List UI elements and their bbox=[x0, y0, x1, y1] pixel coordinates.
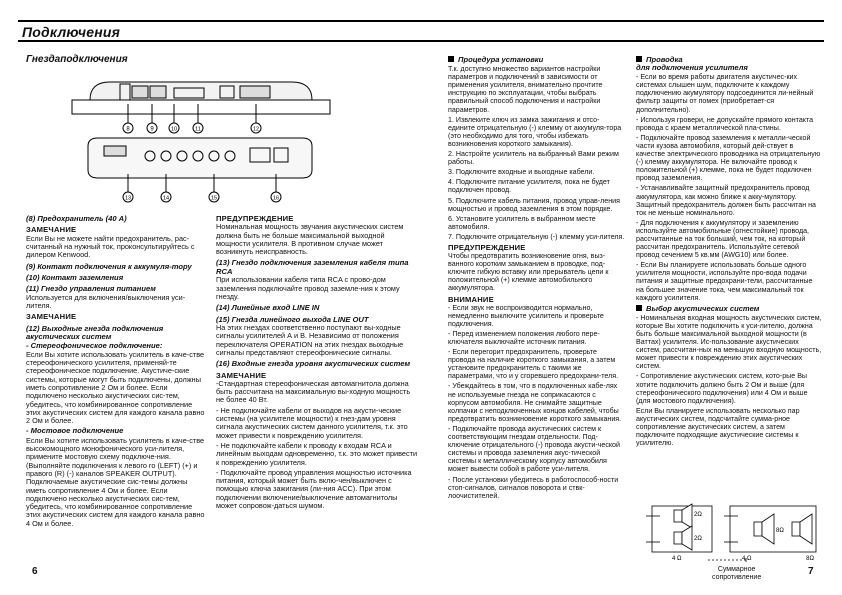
middle-note-title: ЗАМЕЧАНИЕ bbox=[216, 370, 267, 380]
callout-bottom-14 bbox=[161, 192, 171, 202]
item-line-out-title: (15) Гнезда линейного выхода LINE OUT bbox=[216, 314, 369, 324]
attention-item-5: - Подключайте провода акустических систем к соответствующим гнездам отдельности. Под-ключение отрицательного (-) провода акусти-ческой системы и провода заземления акус-тической системы к металлическому корпусу автомобиля может вывести собой в работе уси-лителя. bbox=[448, 424, 620, 474]
wiring-title: Проводка для подключения усилителя bbox=[636, 55, 748, 73]
square-bullet-icon bbox=[448, 56, 454, 62]
item-power-control-text: Используется для включения/выключения уси-лителя. bbox=[26, 292, 186, 311]
item-speaker-in-title: (16) Входные гнезда уровня акустических систем bbox=[216, 359, 411, 369]
callout-bottom-13 bbox=[123, 192, 133, 202]
callout-bottom-15 bbox=[209, 192, 219, 202]
item-power-control-title: (11) Гнездо управления питанием bbox=[26, 284, 156, 294]
item-fuse-label: ЗАМЕЧАНИЕ bbox=[26, 225, 77, 235]
right-warning-title: ПРЕДУПРЕЖДЕНИЕ bbox=[448, 242, 526, 252]
attention-item-1: - Если звук не воспроизводится нормально, немедленно выключите усилитель и проверьте подключения. bbox=[448, 303, 604, 328]
wiring-heading bbox=[636, 56, 822, 72]
square-bullet-icon bbox=[636, 56, 642, 62]
middle-column bbox=[216, 212, 420, 512]
middle-note-1: -Стандартная стереофоническая автомагнитола должна быть рассчитана на максимальную вы-ходную мощность не более 40 Вт. bbox=[216, 378, 411, 405]
page-title: Подключения bbox=[22, 24, 121, 40]
bridge-text: Если Вы хотите использовать усилитель в каче-стве высокомощного монофонического уси-лителя, примените мостовую схему подключе-ния. (Выполняйте подключения к левого го (LEFT) (+) и правого (R) (-) каналов SPEAKER OUTPUT). Подключаемые акустические сис-темы должны иметь сопротивление 4 Ом и более. Если подключено несколько акустических сис-тем, убедитесь, что комбинированное сопротивление этих акустических систем для каждого канала равно 4 Ом и более. bbox=[26, 435, 205, 528]
series-a-ohm: 2Ω bbox=[694, 512, 702, 518]
middle-note-2: - Не подключайте кабели от выходов на акусти-ческие системы (на усилителе мощности) к гнез-дам уровня сигнала акустических систем данного усилителя, т.к. это может привести к повреждению усилителя. bbox=[216, 405, 408, 440]
impedance-caption: Суммарное сопротивление bbox=[712, 566, 762, 581]
attention-title: ВНИМАНИЕ bbox=[448, 294, 494, 304]
item-line-in-title: (14) Линейные вход LINE IN bbox=[216, 303, 320, 313]
item-rca-ground-text: При использовании кабеля типа RCA с прово-дом заземления подключайте провод заземле-ния к этому гнезду. bbox=[216, 275, 400, 301]
parallel-total-ohm: 4 Ω bbox=[742, 556, 752, 562]
procedure-step-1: 1. Извлеките ключ из замка зажигания и отсо-едините отрицательную (-) клемму от аккумуля-тора (это необходимо для того, чтобы избежать возникновения короткого замыкания). bbox=[448, 115, 622, 148]
right-column-b bbox=[636, 56, 822, 449]
parallel-b-ohm: 8Ω bbox=[806, 556, 814, 562]
right-column-a bbox=[448, 56, 626, 502]
middle-warning-text: Номинальная мощность звучания акустических систем должна быть не больше максимальной выходной мощности усилителя. В противном случае может возникнуть неисправность. bbox=[216, 222, 404, 257]
svg-text:8: 8 bbox=[126, 126, 130, 133]
series-b-ohm: 2Ω bbox=[694, 536, 702, 542]
amplifier-top-view bbox=[72, 82, 330, 124]
svg-text:10: 10 bbox=[170, 126, 178, 133]
callout-top-12 bbox=[251, 123, 261, 133]
procedure-step-7: 7. Подключите отрицательную (-) клемму уси-лителя. bbox=[448, 232, 625, 241]
callout-top-9 bbox=[147, 123, 157, 133]
wiring-item-1: - Если во время работы двигателя акустичес-ких системах слышен шум, подключите к каждому подключению акумулятору подсоединится ли-нейный фильтр защиты от помех (приобретает-ся дополнительно). bbox=[636, 73, 814, 114]
speakers-item-2: - Сопротивление акустических систем, кото-рые Вы хотите подключить должно быть 2 Ом и выше (для стереофонического подключения) или 4 Ом и выше (для мостового подключения). bbox=[636, 372, 808, 405]
procedure-step-6: 6. Установите усилитель в выбранном месте автомобиля. bbox=[448, 214, 596, 231]
svg-text:14: 14 bbox=[162, 195, 170, 202]
attention-item-2: - Перед изменением положения любого пере-ключателя выключайте источник питания. bbox=[448, 329, 600, 346]
item-speaker-out-title: (12) Выходные гнезда подключения акустических систем bbox=[26, 323, 164, 342]
stereo-text: Если Вы хотите использовать усилитель в каче-стве стереофонического усилителя, применяй-те стереофоническое подключение. Акустиче-ские системы, которые могут быть подключены, должны иметь сопротивление 2 Ом и более. Если подключено несколько акустических сис-тем, убедитесь, что комбинированное сопротивление этих акустических систем для каждого канала равно 2 Ом и более. bbox=[26, 349, 205, 426]
page-number-right: 7 bbox=[808, 566, 814, 577]
callout-bottom-16 bbox=[271, 192, 281, 202]
bridge-subtitle: - Мостовое подключение bbox=[26, 426, 124, 436]
wiring-item-5: - Для подключения к аккумулятору и заземлению используйте автомобильные (огнестойкие) провода, рассчитанные на ток больший, чем ток, на который рассчитан предохранитель. Используйте сетевой провод сечением 5 кв.мм (AWG10) или более. bbox=[636, 218, 810, 260]
item-fuse-title: (8) Предохранитель (40 А) bbox=[26, 214, 127, 223]
amplifier-side-view bbox=[88, 138, 312, 192]
speakers-title: Выбор акустических систем bbox=[646, 303, 760, 313]
page-number-left: 6 bbox=[32, 566, 38, 577]
section-title: Гнездаподключения bbox=[26, 54, 128, 65]
item-battery-title: (9) Контакт подключения к аккумуля-тору bbox=[26, 261, 192, 271]
wiring-item-2: - Используя гровери, не допускайте прямого контакта провода с краем металлической пла-стины. bbox=[636, 115, 814, 132]
item-fuse-text: Если Вы не можете найти предохранитель, рас-считанный на нужный ток, проконсультируйтесь с дилером Kenwood. bbox=[26, 233, 195, 260]
attention-item-3: - Если перегорит предохранитель, проверьте провода на наличие короткого замыкания, а затем установите предохранитель с такими же параметрами, что и у сгоревшего предохрани-теля. bbox=[448, 348, 619, 381]
svg-text:9: 9 bbox=[150, 126, 154, 133]
svg-text:11: 11 bbox=[195, 126, 201, 133]
procedure-step-3: 3. Подключите входные и выходные кабели. bbox=[448, 168, 595, 177]
speakers-item-3: Если Вы планируете использовать несколько пар акустических систем, подсчитайте сумма-рное сопротивление акустических систем, а затем подключите подходящие акустические системы к усилителю. bbox=[636, 406, 800, 448]
wiring-item-3: - Подключайте провод заземления к металли-ческой части кузова автомобиля, который дей-ствует в качестве электрического проводника на отрицательную (-) клемму аккумулятора. Не включайте провод к положительной (+) клемме, пока не будет подключен провод заземления. bbox=[636, 133, 821, 183]
item-ground-title: (10) Контакт заземления bbox=[26, 273, 124, 282]
procedure-step-2: 2. Настройте усилитель на выбранный Вами режим работы. bbox=[448, 150, 619, 167]
amplifier-connection-diagram bbox=[70, 74, 332, 206]
parallel-speakers bbox=[708, 506, 816, 562]
svg-text:12: 12 bbox=[252, 126, 260, 133]
procedure-step-5: 5. Подключите кабель питания, провод управ-ления мощностью и провод заземления в этом порядке. bbox=[448, 196, 620, 213]
wiring-item-6: - Если Вы планируете использовать больше одного усилителя мощности, используйте про-вода подачи питания и защитные предохрани-тели, рассчитанные на большее значение тока, чем максимальный ток каждого усилителя. bbox=[636, 261, 813, 302]
series-speakers bbox=[646, 504, 712, 552]
procedure-intro: Т.к. доступно множество вариантов настройки параметров и подключений в зависимости от применения усилителя, внимательно прочтите инструкцию по эксплуатации, чтобы выбрать правильный способ подключения и настройки параметров. bbox=[448, 65, 603, 114]
middle-note-3: - Не подключайте кабели к проводу к входам RCA и линейным выходам одновременно, т.к. это может привести к повреждению усилителя. bbox=[216, 440, 418, 467]
callout-top-8 bbox=[123, 123, 133, 133]
right-warning-text: Чтобы предотвратить возникновение огня, выз-ванного коротким замыканием в проводке, под-ключите гибкую вставку или прерыватель цепи к положительной (+) клемме автомобильного аккумулятора. bbox=[448, 252, 609, 293]
attention-item-6: - После установки убедитесь в работоспособ-ности стоп-сигналов, сигналов поворота и ствк-лоочистителей. bbox=[448, 475, 619, 500]
attention-item-4: - Убеждайтесь в том, что в подключенных кабе-лях не используемые гнезда не соприкасаются с корпусом автомобиля. Не снимайте защитные колпачки с неподключенных концов кабелей, чтобы предотвратить возникновение короткого замыкания. bbox=[448, 382, 622, 423]
item-rca-ground-title: (13) Гнездо подключения заземления кабеля типа RCA bbox=[216, 258, 409, 276]
callout-top-11 bbox=[193, 123, 203, 133]
svg-text:15: 15 bbox=[210, 195, 218, 202]
wiring-item-4: - Устанавливайте защитный предохранитель провод аккумулятора, как можно ближе к акку-мулятору. Защитный предохранитель должен быть рассчитан на ток не меньше номинального. bbox=[636, 184, 816, 217]
procedure-heading bbox=[448, 56, 626, 64]
left-column bbox=[26, 212, 208, 530]
callout-top-10 bbox=[169, 123, 179, 133]
stereo-subtitle: - Стереофоническое подключение: bbox=[26, 340, 163, 350]
item-line-out-text: На этих гнездах соответственно поступают вы-ходные сигналы усилителей А и В. Независимо от положения переключателя OPERATION на этих гнездах выходные сигналы представляют стереофонические сигналы. bbox=[216, 323, 404, 357]
middle-warning-title: ПРЕДУПРЕЖДЕНИЕ bbox=[216, 214, 294, 223]
series-total-ohm: 4 Ω bbox=[672, 556, 682, 562]
middle-note-4: - Подключайте провод управления мощностью источника питания, который может быть вклю-чен/выключен с помощью ключа зажигания (ли-ния ACC). При этом подключении включение/выключение автомагнитолы может сопровож-даться шумом. bbox=[216, 467, 412, 511]
speakers-item-1: - Номинальная входная мощность акустических систем, которые Вы хотите подключить к уси-лителю, должна быть больше максимальной выходной мощности (в Ваттах) усилителя. Ис-пользование акустических систем, рассчитан-ных на меньшую входную мощность, может привести к повреждению этих акустических систем. bbox=[636, 313, 822, 371]
page-header bbox=[18, 20, 824, 42]
parallel-a-ohm: 8Ω bbox=[776, 528, 784, 534]
svg-text:13: 13 bbox=[124, 195, 132, 202]
procedure-title: Процедура установки bbox=[458, 55, 544, 64]
square-bullet-icon bbox=[636, 305, 642, 311]
item-power-control-label: ЗАМЕЧАНИЕ bbox=[26, 312, 77, 322]
svg-text:16: 16 bbox=[272, 195, 280, 202]
speakers-heading bbox=[636, 305, 822, 313]
procedure-step-4: 4. Подключите питание усилителя, пока не будет подключен провод. bbox=[448, 178, 610, 195]
